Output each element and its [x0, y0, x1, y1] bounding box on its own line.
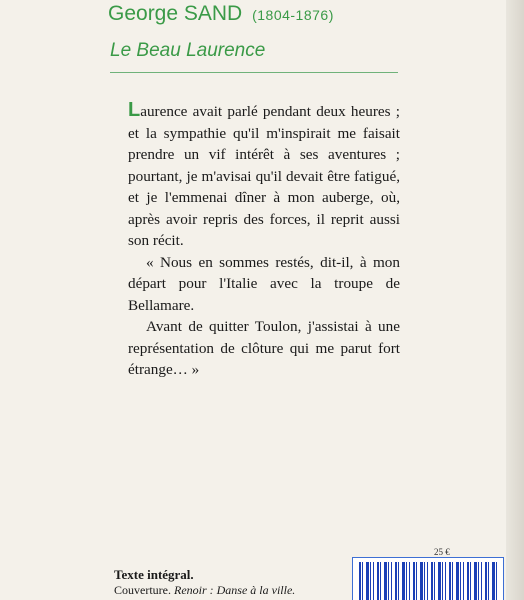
excerpt-paragraph-2: « Nous en sommes restés, dit-il, à mon départ pour l'Italie avec la troupe de Bellamare. [128, 253, 400, 314]
cover-credit [114, 583, 295, 598]
drop-cap: L [128, 99, 141, 121]
barcode [352, 557, 504, 600]
excerpt-paragraph-1-text: aurence avait parlé pendant deux heures ; et la sympathie qu'il m'inspirait me faisait prendre un vif intérêt à ses aventures ; pourtant, je m'avisai qu'il devait être fatigué, et je l'emmenai dîner à mon auberge, où, après avoir repris des forces, il reprit aussi son récit. [128, 103, 400, 249]
edition-note: Texte intégral. [114, 567, 194, 582]
book-spine-edge [506, 0, 524, 600]
author-name: George SAND [108, 2, 243, 25]
excerpt-paragraph-1 [128, 100, 400, 252]
price-label: 25 € [434, 547, 450, 557]
cover-label: Couverture. [114, 583, 171, 597]
author-heading [108, 2, 334, 26]
title-divider [110, 72, 398, 73]
cover-artist: Renoir : Danse à la ville. [173, 583, 296, 597]
author-dates: (1804-1876) [252, 7, 334, 23]
barcode-bars [359, 562, 497, 600]
excerpt-paragraph-3: Avant de quitter Toulon, j'assistai à une représentation de clôture qui me parut fort étrange… » [128, 318, 400, 378]
book-title: Le Beau Laurence [110, 40, 266, 61]
excerpt-text [128, 100, 400, 381]
